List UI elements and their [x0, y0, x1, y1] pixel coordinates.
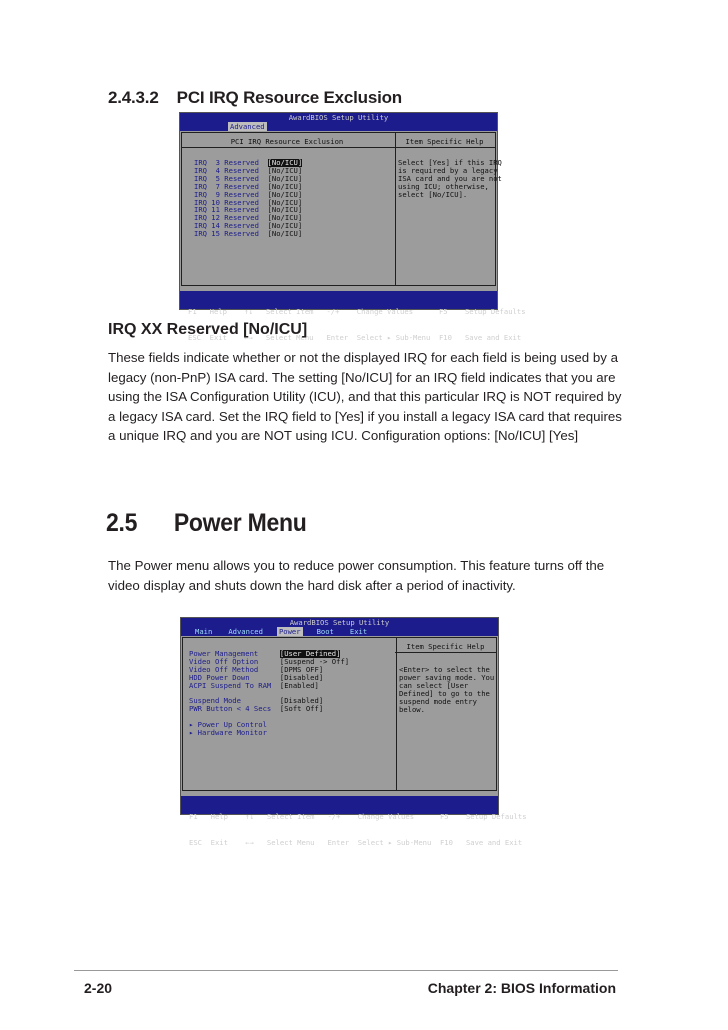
bios-setting-value[interactable]: [No/ICU] — [267, 165, 303, 175]
bios-setting-label: Video Off Option — [189, 656, 280, 666]
bios-setting-value[interactable]: [Soft Off] — [279, 704, 324, 714]
power-menu-heading: 2.5 Power Menu — [106, 509, 307, 537]
bios-setting-value[interactable]: [No/ICU] — [267, 173, 303, 183]
bios-screenshot-power — [180, 617, 527, 847]
bios-setting-label: HDD Power Down — [189, 672, 280, 682]
bios-setting-row[interactable] — [189, 682, 349, 690]
bios-setting-label: IRQ 9 Reserved — [194, 189, 268, 199]
bios-setting-label: IRQ 11 Reserved — [194, 205, 268, 215]
bios-setting-label: ▸ Power Up Control — [189, 720, 285, 730]
bios-setting-row[interactable] — [189, 705, 349, 713]
bios-setting-label: IRQ 5 Reserved — [194, 173, 268, 183]
bios-setting-row[interactable] — [189, 729, 349, 737]
bios-key-line-1: F1 Help ↑↓ Select Item -/+ Change Values F5 Setup Defaults — [188, 307, 526, 316]
bios-menu-boot[interactable]: Boot — [316, 627, 334, 636]
bios-settings-list — [194, 159, 302, 238]
bios-setting-value[interactable]: [User Defined] — [279, 649, 341, 658]
bios-setting-value[interactable]: [Suspend -> Off] — [279, 656, 350, 666]
bios-setting-label: IRQ 15 Reserved — [194, 229, 268, 239]
bios-setting-label: Video Off Method — [189, 664, 280, 674]
bios-menu-advanced[interactable]: Advanced — [228, 627, 263, 636]
page-number: 2-20 — [84, 980, 113, 996]
bios-setting-label: IRQ 4 Reserved — [194, 165, 268, 175]
bios-setting-value[interactable]: [DPMS OFF] — [279, 664, 324, 674]
bios-setting-value[interactable]: [No/ICU] — [267, 158, 303, 167]
bios-title-divider — [181, 147, 495, 148]
bios-help-text: Select [Yes] if this IRQ is required by a legacy ISA card and you are not using ICU; otherwise, select [No/ICU]. — [398, 158, 502, 199]
bios-setting-label: Power Management — [189, 649, 280, 658]
bios-help-title: Item Specific Help — [405, 137, 484, 146]
bios-setting-label: Suspend Mode — [189, 696, 280, 706]
bios-menu-power[interactable]: Power — [278, 627, 301, 636]
bios-setting-label: IRQ 14 Reserved — [194, 221, 268, 231]
bios-title: AwardBIOS Setup Utility — [180, 113, 497, 122]
bios-key-line-2: ESC Exit ←→ Select Menu Enter Select ▸ Sub-Menu F10 Save and Exit — [188, 332, 522, 342]
bios-setting-value[interactable]: [No/ICU] — [267, 197, 303, 207]
bios-setting-label: IRQ 7 Reserved — [194, 181, 268, 191]
irq-reserved-description: These fields indicate whether or not the displayed IRQ for each field is being used by a legacy (non-PnP) ISA card. The setting [No/ICU] for an IRQ field indicates that you are using the ISA Configuration Utility (ICU), and that this particular IRQ is NOT required by a legacy ISA card. Set the IRQ field to [Yes] if you install a legacy ISA card that requires a unique IRQ and you are NOT using ICU. Configuration options: [No/ICU] [Yes] — [108, 350, 622, 443]
bios-key-line-1: F1 Help ↑↓ Select Item -/+ Change Values F5 Setup Defaults — [189, 812, 527, 821]
bios-help-text: <Enter> to select the power saving mode. You can select [User Defined] to go to the suspend mode entry below. — [399, 665, 495, 714]
bios-menubar — [180, 122, 497, 131]
bios-menu-exit[interactable]: Exit — [349, 627, 368, 636]
footer-divider — [74, 970, 618, 971]
bios-setting-value[interactable]: [Disabled] — [279, 696, 324, 706]
bios-setting-label: IRQ 10 Reserved — [194, 197, 268, 207]
power-menu-description: The Power menu allows you to reduce power consumption. This feature turns off the video display and shuts down the hard disk after a period of inactivity. — [108, 558, 605, 593]
bios-setting-value[interactable]: [No/ICU] — [267, 221, 303, 231]
bios-title: AwardBIOS Setup Utility — [181, 618, 498, 627]
bios-setting-value[interactable]: [No/ICU] — [267, 229, 303, 239]
bios-key-legend — [181, 796, 527, 847]
bios-settings-list — [189, 650, 349, 737]
bios-setting-value[interactable]: [No/ICU] — [267, 213, 303, 223]
irq-reserved-heading: IRQ XX Reserved [No/ICU] — [108, 321, 308, 338]
bios-key-line-2: ESC Exit ←→ Select Menu Enter Select ▸ Sub-Menu F10 Save and Exit — [189, 837, 523, 847]
bios-help-divider — [395, 652, 496, 653]
bios-setting-row[interactable] — [194, 230, 302, 238]
bios-setting-label: ▸ Hardware Monitor — [189, 728, 285, 738]
bios-panel-title: PCI IRQ Resource Exclusion — [230, 137, 344, 146]
bios-setting-label: IRQ 12 Reserved — [194, 213, 268, 223]
bios-setting-value[interactable]: [No/ICU] — [267, 205, 303, 215]
bios-menu-advanced[interactable]: Advanced — [230, 122, 265, 131]
bios-setting-value[interactable]: [Enabled] — [279, 680, 319, 690]
bios-menubar — [181, 627, 498, 636]
bios-menu-main[interactable]: Main — [195, 627, 213, 636]
bios-help-title: Item Specific Help — [406, 642, 485, 651]
chapter-title: Chapter 2: BIOS Information — [427, 980, 616, 996]
bios-setting-value[interactable]: [No/ICU] — [267, 189, 303, 199]
bios-setting-label: PWR Button < 4 Secs — [189, 704, 280, 714]
bios-setting-value[interactable]: [Disabled] — [279, 672, 324, 682]
section-heading-pci-irq: 2.4.3.2 PCI IRQ Resource Exclusion — [108, 88, 402, 107]
bios-setting-value[interactable]: [No/ICU] — [267, 181, 303, 191]
bios-setting-label: ACPI Suspend To RAM — [189, 680, 280, 690]
bios-setting-label: IRQ 3 Reserved — [194, 158, 268, 167]
